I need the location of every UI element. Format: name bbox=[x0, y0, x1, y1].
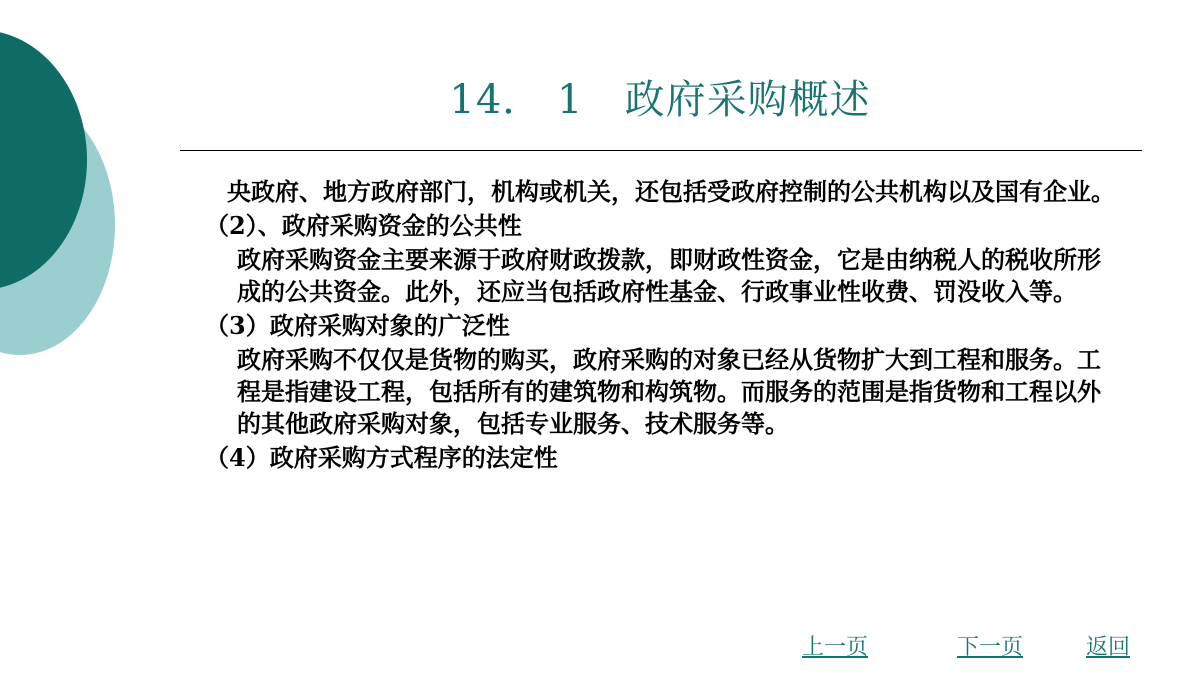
next-page-link[interactable]: 下一页 bbox=[957, 635, 1024, 660]
heading-procedure: （4）政府采购方式程序的法定性 bbox=[205, 443, 558, 472]
paragraph-intro: 央政府、地方政府部门，机构或机关，还包括受政府控制的公共机构以及国有企业。 bbox=[227, 177, 1115, 206]
heading-scope: （3）政府采购对象的广泛性 bbox=[205, 311, 510, 340]
title-divider bbox=[180, 150, 1142, 151]
back-link[interactable]: 返回 bbox=[1086, 635, 1131, 660]
decorative-circles bbox=[0, 0, 140, 380]
slide-title: 14． 1 政府采购概述 bbox=[449, 77, 871, 123]
heading-funding: （2）、政府采购资金的公共性 bbox=[205, 211, 522, 240]
paragraph-funding: 政府采购资金主要来源于政府财政拨款，即财政性资金，它是由纳税人的税收所形成的公共资金。此外，还应当包括政府性基金、行政事业性收费、罚没收入等。 bbox=[237, 245, 1101, 306]
prev-page-link[interactable]: 上一页 bbox=[802, 635, 869, 660]
paragraph-scope: 政府采购不仅仅是货物的购买，政府采购的对象已经从货物扩大到工程和服务。工程是指建设工程，包括所有的建筑物和构筑物。而服务的范围是指货物和工程以外的其他政府采购对象，包括专业服务、技术服务等。 bbox=[237, 345, 1101, 438]
slide-body bbox=[205, 176, 1125, 476]
